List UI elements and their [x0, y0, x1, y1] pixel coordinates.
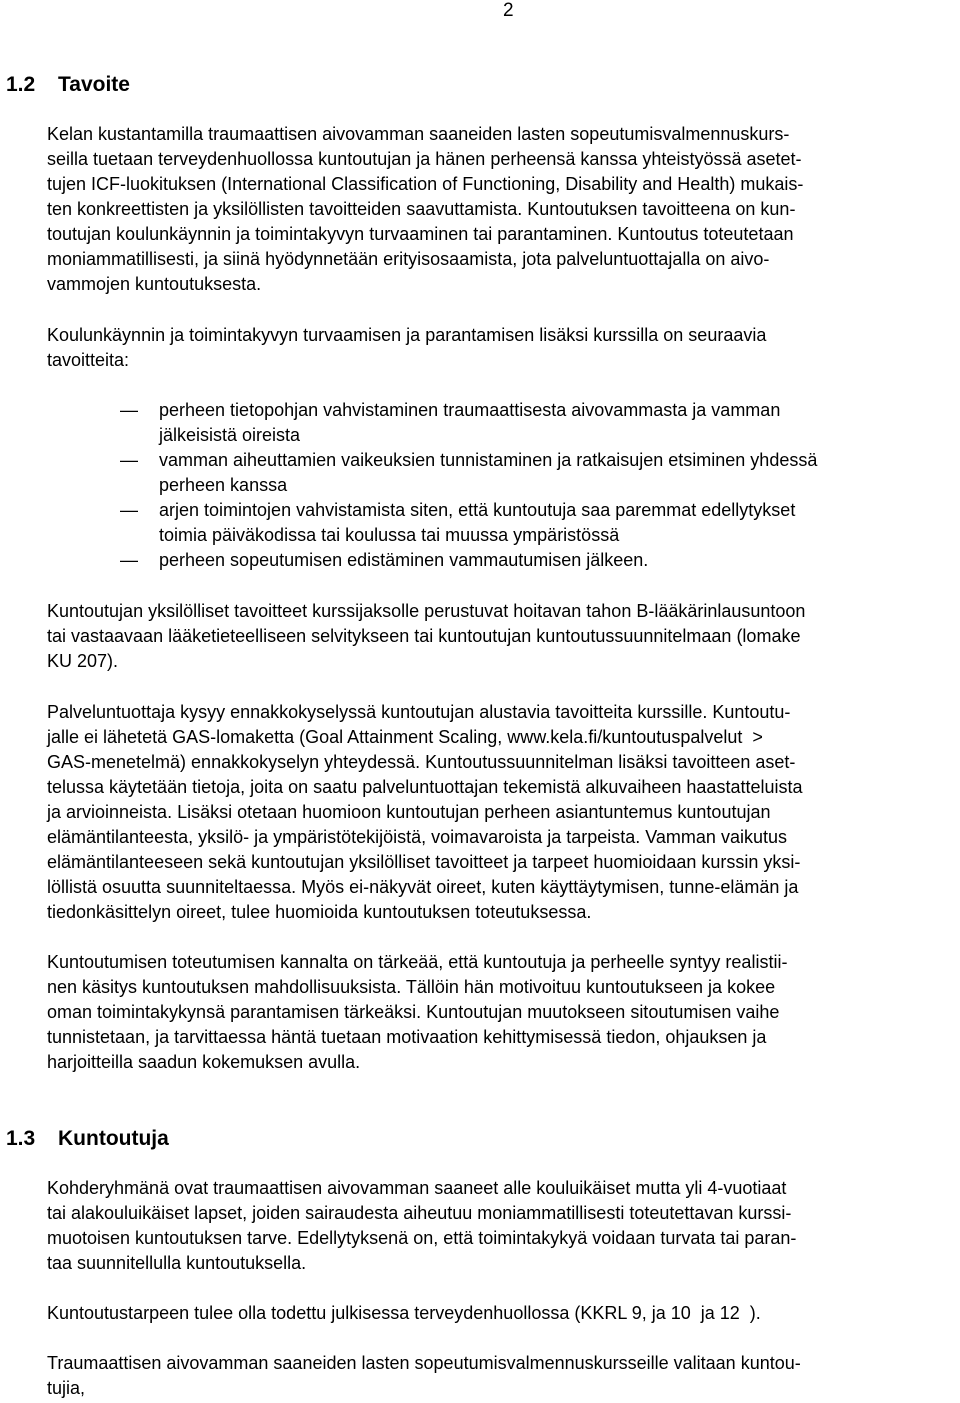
text-line: Palveluntuottaja kysyy ennakkokyselyssä kuntoutujan alustavia tavoitteita kurssille. Kuntoutu-: [47, 702, 791, 722]
text-line: taa suunnitellulla kuntoutuksella.: [47, 1253, 307, 1273]
text-line: Kelan kustantamilla traumaattisen aivovamman saaneiden lasten sopeutumisvalmennuskurs-: [47, 124, 790, 144]
text-line: jalle ei lähetetä GAS-lomaketta (Goal Attainment Scaling, www.kela.fi/kuntoutuspalvelut >: [47, 727, 763, 747]
section-number: 1.2: [6, 73, 36, 96]
list-item-text: vamman aiheuttamien vaikeuksien tunnistaminen ja ratkaisujen etsiminen yhdessä: [159, 450, 818, 470]
text-line: Koulunkäynnin ja toimintakyvyn turvaamisen ja parantamisen lisäksi kurssilla on seuraavia: [47, 325, 767, 345]
text-line: löllistä osuutta suunniteltaessa. Myös ei-näkyvät oireet, kuten käyttäytymisen, tunne-elämän ja: [47, 877, 799, 897]
text-line: KU 207).: [47, 651, 119, 671]
text-line: ten konkreettisten ja yksilöllisten tavoitteiden saavuttamista. Kuntoutuksen tavoitteena on kun-: [47, 199, 796, 219]
list-item-text: perheen sopeutumisen edistäminen vammautumisen jälkeen.: [159, 550, 649, 570]
list-item-text: arjen toimintojen vahvistamista siten, että kuntoutuja saa paremmat edellytykset: [159, 500, 796, 520]
text-line: toutujan koulunkäynnin ja toimintakyvyn turvaaminen tai parantaminen. Kuntoutus toteutetaan: [47, 224, 794, 244]
text-line: ja arvioinneista. Lisäksi otetaan huomioon kuntoutujan perheen asiantuntemus kuntoutujan: [47, 802, 771, 822]
section-title: Kuntoutuja: [58, 1127, 169, 1150]
text-line: Kuntoutustarpeen tulee olla todettu julkisessa terveydenhuollossa (KKRL 9, ja 10 ja 12 ).: [47, 1303, 761, 1323]
text-line: tiedonkäsittelyn oireet, tulee huomioida kuntoutuksen toteutuksessa.: [47, 902, 592, 922]
text-line: Traumaattisen aivovamman saaneiden lasten sopeutumisvalmennuskursseille valitaan kuntou-: [47, 1353, 801, 1373]
text-line: Kuntoutumisen toteutumisen kannalta on tärkeää, että kuntoutuja ja perheelle syntyy realistii-: [47, 952, 788, 972]
section-heading-kuntoutuja: [6, 1125, 169, 1153]
list-item-text: jälkeisistä oireista: [159, 425, 301, 445]
text-line: Kohderyhmänä ovat traumaattisen aivovamman saaneet alle kouluikäiset mutta yli 4-vuotiaat: [47, 1178, 787, 1198]
dash-bullet: —: [120, 450, 138, 470]
text-line: telussa käytetään tietoja, joita on saatu palveluntuottajan tekemistä alkuvaiheen haastatteluista: [47, 777, 803, 797]
text-line: harjoitteilla saadun kokemuksen avulla.: [47, 1052, 361, 1072]
text-line: oman toimintakykynsä parantamisen tärkeäksi. Kuntoutujan muutokseen sitoutumisen vaihe: [47, 1002, 780, 1022]
text-line: tai vastaavaan lääketieteelliseen selvitykseen tai kuntoutujan kuntoutussuunnitelmaan (lomake: [47, 626, 801, 646]
dash-bullet: —: [120, 550, 138, 570]
text-line: vammojen kuntoutuksesta.: [47, 274, 262, 294]
section-heading-tavoite: [6, 71, 130, 99]
text-line: GAS-menetelmä) ennakkokyselyn yhteydessä. Kuntoutussuunnitelman lisäksi tavoitteen aset-: [47, 752, 796, 772]
text-line: tujen ICF-luokituksen (International Classification of Functioning, Disability and Health) mukais-: [47, 174, 804, 194]
dash-bullet: —: [120, 400, 138, 420]
text-line: tunnistetaan, ja tarvittaessa häntä tuetaan motivaation kehittymisessä tiedon, ohjauksen ja: [47, 1027, 767, 1047]
text-line: nen käsitys kuntoutuksen mahdollisuuksista. Tällöin hän motivoituu kuntoutukseen ja kokee: [47, 977, 776, 997]
text-line: Kuntoutujan yksilölliset tavoitteet kurssijaksolle perustuvat hoitavan tahon B-lääkärinlausuntoon: [47, 601, 806, 621]
section-number: 1.3: [6, 1127, 36, 1150]
list-item-text: perheen kanssa: [159, 475, 288, 495]
dash-bullet: —: [120, 500, 138, 520]
page-number: 2: [503, 0, 514, 21]
list-item-text: perheen tietopohjan vahvistaminen traumaattisesta aivovammasta ja vamman: [159, 400, 781, 420]
text-line: muotoisen kuntoutuksen tarve. Edellytyksenä on, että toimintakykyä voidaan turvata tai paran-: [47, 1228, 797, 1248]
text-line: elämäntilanteesta, yksilö- ja ympäristötekijöistä, voimavaroista ja tarpeista. Vamman vaikutus: [47, 827, 787, 847]
text-line: tavoitteita:: [47, 350, 130, 370]
list-item-text: toimia päiväkodissa tai koulussa tai muussa ympäristössä: [159, 525, 620, 545]
text-line: seilla tuetaan terveydenhuollossa kuntoutujan ja hänen perheensä kanssa yhteistyössä asetet-: [47, 149, 802, 169]
text-line: elämäntilanteeseen sekä kuntoutujan yksilölliset tavoitteet ja tarpeet huomioidaan kurssin yksi-: [47, 852, 801, 872]
text-line: moniammatillisesti, ja siinä hyödynnetään erityisosaamista, jota palveluntuottajalla on aivo-: [47, 249, 770, 269]
text-line: tai alakouluikäiset lapset, joiden sairaudesta aiheutuu moniammatillisesti toteutettavan kurssi-: [47, 1203, 792, 1223]
section-title: Tavoite: [58, 73, 130, 96]
text-line: tujia,: [47, 1378, 86, 1398]
